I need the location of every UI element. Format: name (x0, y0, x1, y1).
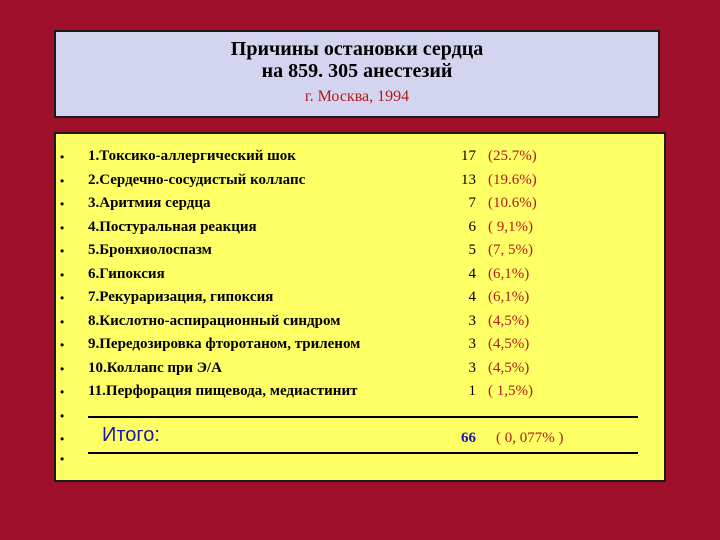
bullet-icon: • (60, 432, 65, 446)
list-item (56, 383, 664, 406)
list-item (56, 219, 664, 242)
list-item (56, 195, 664, 218)
cause-label: 5.Бронхиолоспазм (88, 242, 212, 258)
cause-percent: ( 1,5%) (488, 383, 533, 399)
bullet-icon: • (60, 361, 65, 376)
cause-percent: (4,5%) (488, 312, 530, 329)
cause-percent: (19.6%) (488, 171, 537, 188)
list-item (56, 242, 664, 265)
list-item (56, 360, 664, 383)
cause-label: 2.Сердечно-сосудистый коллапс (88, 171, 306, 188)
bullet-icon: • (60, 150, 65, 164)
cause-count: 7 (468, 195, 476, 211)
cause-label: 3.Аритмия сердца (88, 195, 211, 211)
bullet-icon: • (60, 220, 65, 235)
cause-percent: (10.6%) (488, 195, 537, 211)
cause-count: 13 (461, 171, 476, 188)
cause-count: 3 (468, 359, 476, 376)
cause-percent: (4,5%) (488, 359, 530, 376)
list-item (56, 336, 664, 359)
causes-list (54, 132, 666, 482)
page-title: Причины остановки сердца (230, 38, 484, 60)
cause-percent: (4,5%) (488, 336, 530, 352)
cause-percent: (7, 5%) (488, 242, 533, 258)
cause-count: 3 (468, 336, 476, 352)
list-item (56, 172, 664, 195)
cause-percent: (25.7%) (488, 148, 537, 164)
cause-count: 3 (468, 312, 476, 329)
cause-count: 4 (468, 265, 476, 282)
list-item (56, 313, 664, 336)
divider-line (88, 452, 638, 454)
divider-line (88, 416, 638, 418)
total-label: Итого: (102, 424, 160, 446)
bullet-icon: • (60, 244, 65, 258)
cause-count: 5 (468, 242, 476, 258)
bullet-icon: • (60, 408, 65, 423)
cause-label: 1.Токсико-аллергический шок (88, 148, 296, 164)
cause-label: 10.Коллапс при Э/А (88, 359, 222, 376)
cause-percent: ( 9,1%) (488, 218, 533, 235)
bullet-icon: • (60, 338, 65, 352)
list-item (56, 266, 664, 289)
cause-percent: (6,1%) (488, 265, 530, 282)
cause-label: 8.Кислотно-аспирационный синдром (88, 312, 341, 329)
cause-count: 6 (468, 218, 476, 235)
cause-label: 6.Гипоксия (88, 265, 165, 282)
bullet-icon: • (60, 451, 65, 466)
cause-count: 1 (468, 383, 476, 399)
cause-label: 11.Перфорация пищевода, медиастинит (88, 383, 358, 399)
bullet-icon: • (60, 267, 65, 282)
page-title-line2: на 859. 305 анестезий (261, 60, 453, 82)
list-item-separator (56, 450, 664, 473)
bullet-icon: • (60, 314, 65, 329)
bullet-icon: • (60, 385, 65, 399)
total-percent: ( 0, 077% ) (496, 430, 564, 446)
title-box (54, 30, 660, 118)
bullet-icon: • (60, 197, 65, 211)
bullet-icon: • (60, 173, 65, 188)
list-item (56, 289, 664, 312)
cause-count: 4 (468, 289, 476, 305)
cause-count: 17 (461, 148, 476, 164)
cause-label: 7.Рекураризация, гипоксия (88, 289, 274, 305)
cause-label: 4.Постуральная реакция (88, 218, 257, 235)
subtitle: г. Москва, 1994 (304, 88, 410, 105)
total-count: 66 (461, 430, 476, 446)
cause-percent: (6,1%) (488, 289, 530, 305)
list-item (56, 148, 664, 171)
cause-label: 9.Передозировка фторотаном, триленом (88, 336, 361, 352)
bullet-icon: • (60, 291, 65, 305)
